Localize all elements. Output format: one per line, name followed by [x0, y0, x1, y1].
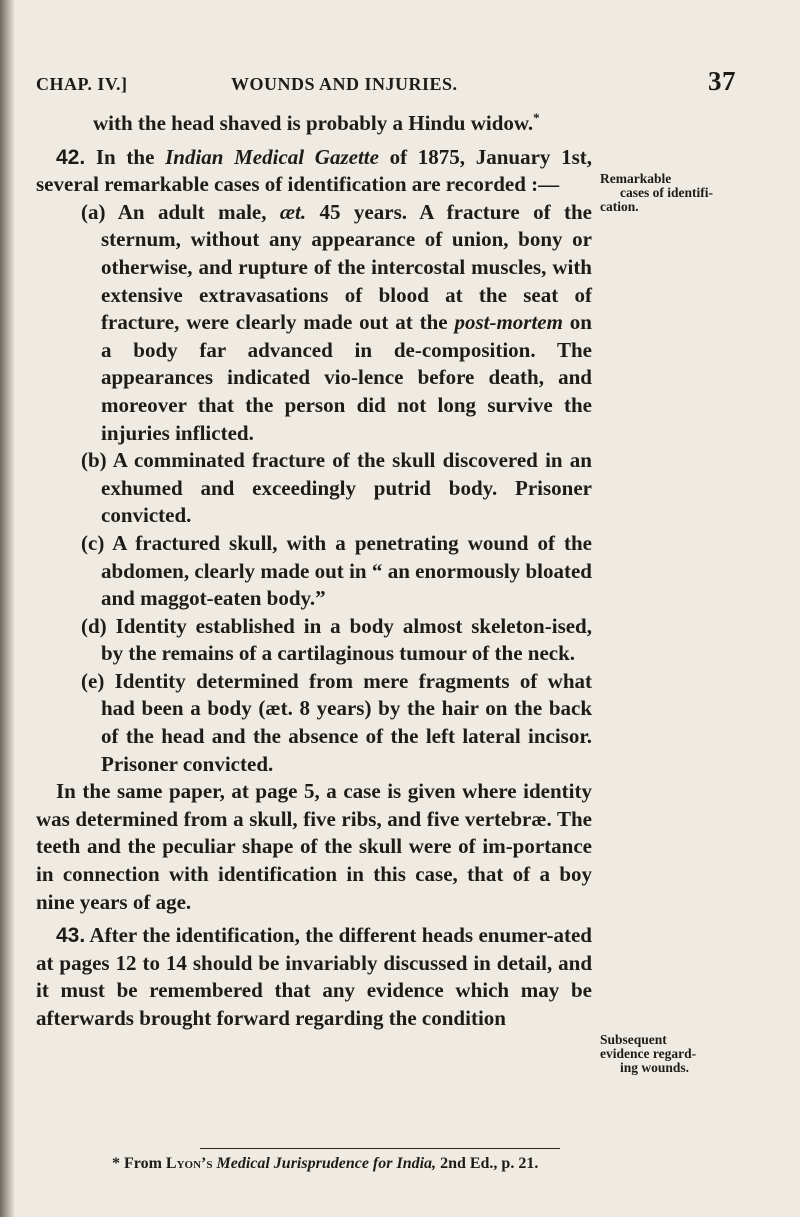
case-item-a — [36, 199, 592, 447]
sidenote-line: cation. — [600, 199, 639, 214]
footnote-author: Lyon’s — [165, 1155, 213, 1172]
text-run: Identity established in a body almost skeleton-ised, by the remains of a cartilaginous tumour of the neck. — [101, 613, 592, 666]
case-item-c — [36, 530, 592, 613]
section-42-paragraph — [36, 144, 592, 199]
footnote-divider — [200, 1148, 560, 1149]
sidenote-line: Remarkable — [600, 171, 672, 186]
text-run: A comminated fracture of the skull discovered in an exhumed and exceedingly putrid body. Prisoner convicted. — [101, 448, 592, 528]
continued-paragraph — [36, 110, 592, 138]
case-item-e — [36, 668, 592, 778]
text-run: of 1875, January 1st, several remarkable cases of identification are recorded :— — [36, 144, 592, 197]
section-number: 43. — [56, 924, 86, 948]
footnote-work-title: Medical Jurisprudence for India, — [216, 1155, 437, 1172]
page-number: 37 — [708, 66, 736, 96]
book-spine-shadow — [0, 0, 14, 1217]
sidenote-remarkable-cases — [600, 172, 770, 214]
text-run: with the head shaved is probably a Hindu — [93, 111, 466, 135]
footnote — [112, 1155, 672, 1173]
chapter-label: CHAP. IV.] — [36, 74, 128, 94]
sidenote-line: Subsequent — [600, 1032, 667, 1047]
section-43-paragraph — [36, 922, 592, 1032]
sidenote-line: cases of identifi- — [620, 185, 713, 200]
footnote-ref: * — [533, 110, 540, 125]
item-label: (c) — [81, 530, 105, 555]
text-run: After the identification, the different heads enumer-ated at pages 12 to 14 should be invariably discussed in detail, and it must be remembered that any evidence which may be afterwards brought forward regarding the condition — [36, 923, 592, 1030]
item-label: (a) — [81, 199, 106, 224]
sidenote-line: ing wounds. — [620, 1060, 690, 1075]
item-label: (b) — [81, 448, 107, 473]
text-run: widow. — [470, 111, 534, 135]
running-header — [36, 66, 736, 96]
item-label: (e) — [81, 668, 105, 693]
item-label: (d) — [81, 613, 107, 638]
text-run: æt. — [279, 199, 307, 224]
text-run: Identity determined from mere fragments of what had been a body (æt. 8 years) by the hair on the back of the head and the absence of the left lateral incisor. Prisoner convicted. — [101, 668, 592, 776]
text-run: 2nd Ed., p. 21. — [440, 1155, 539, 1172]
sidenote-subsequent-evidence — [600, 1033, 770, 1075]
text-run: From — [124, 1155, 162, 1172]
running-title: WOUNDS AND INJURIES. — [231, 74, 458, 94]
case-item-d — [36, 613, 592, 668]
text-run: post-mortem — [454, 310, 563, 335]
text-run: In the — [85, 144, 166, 169]
text-run: 45 years. A fracture of the sternum, without any appearance of union, bony or otherwise, and rupture of the intercostal muscles, with extensive extravasations of blood at the seat of fracture, were clearly made out at the — [101, 199, 592, 335]
page-body — [36, 110, 592, 1033]
same-paper-paragraph: In the same paper, at page 5, a case is given where identity was determined from a skull, five ribs, and five vertebræ. The teeth and the peculiar shape of the skull were of im-portance in connection with identification in this case, that of a boy nine years of age. — [36, 779, 592, 914]
footnote-marker: * — [112, 1155, 120, 1172]
sidenote-line: evidence regard- — [600, 1046, 697, 1061]
text-run: on a body far advanced in de-composition. The appearances indicated vio-lence before death, and moreover that the person did not long survive the injuries inflicted. — [101, 310, 592, 445]
text-run: A fractured skull, with a penetrating wound of the abdomen, clearly made out in “ an enormously bloated and maggot-eaten body.” — [101, 530, 592, 611]
journal-title: Indian Medical Gazette — [165, 144, 379, 169]
text-run: An adult male, — [105, 199, 280, 224]
section-number: 42. — [56, 145, 86, 169]
case-item-b — [36, 447, 592, 530]
